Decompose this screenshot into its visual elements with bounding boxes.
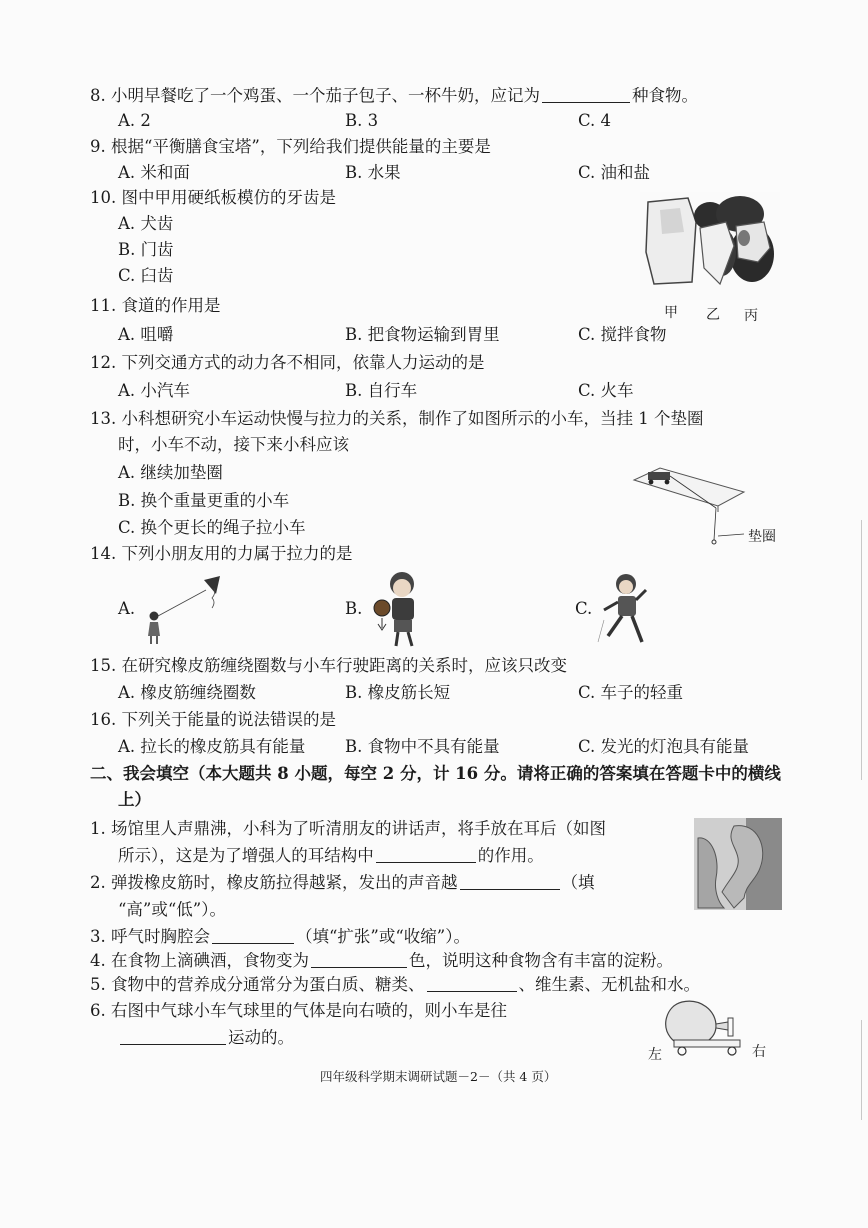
- q11-option-c[interactable]: C. 搅拌食物: [578, 325, 667, 344]
- q14-stem: 14. 下列小朋友用的力属于拉力的是: [90, 544, 353, 563]
- cart-icon: [648, 472, 670, 480]
- running-boy-figure: [596, 570, 660, 650]
- q10-option-b[interactable]: B. 门齿: [118, 240, 174, 259]
- washer-icon: [712, 540, 716, 544]
- q13-option-a[interactable]: A. 继续加垫圈: [118, 463, 223, 482]
- f6-right-label: 右: [752, 1044, 766, 1060]
- q15-option-a[interactable]: A. 橡皮筋缠绕圈数: [118, 683, 256, 702]
- section2-heading: 二、我会填空（本大题共 8 小题，每空 2 分，计 16 分。请将正确的答案填在答题卡中的横线: [90, 764, 781, 783]
- basketball-icon: [374, 600, 390, 616]
- kite-icon: [204, 576, 220, 594]
- f6-left-label: 左: [648, 1047, 662, 1063]
- f1-line1: 1. 场馆里人声鼎沸，小科为了听清朋友的讲话声，将手放在耳后（如图: [90, 819, 606, 838]
- teeth-label-yi: 乙: [706, 307, 720, 323]
- q15-option-c[interactable]: C. 车子的轻重: [578, 683, 684, 702]
- q14-option-b[interactable]: B.: [345, 599, 363, 618]
- q14-option-c[interactable]: C.: [575, 599, 593, 618]
- q10-stem: 10. 图中甲用硬纸板模仿的牙齿是: [90, 188, 336, 207]
- q10-option-c[interactable]: C. 臼齿: [118, 266, 174, 285]
- q13-option-c[interactable]: C. 换个更长的绳子拉小车: [118, 518, 306, 537]
- q16-option-b[interactable]: B. 食物中不具有能量: [345, 737, 500, 756]
- page-footer: 四年级科学期末调研试题－2－（共 4 页）: [320, 1069, 557, 1084]
- f2-blank[interactable]: [460, 873, 560, 890]
- q9-option-c[interactable]: C. 油和盐: [578, 163, 651, 182]
- q11-stem: 11. 食道的作用是: [90, 296, 221, 315]
- q8-option-a[interactable]: A. 2: [118, 111, 151, 130]
- teeth-figure: [640, 192, 780, 300]
- q15-stem: 15. 在研究橡皮筋缠绕圈数与小车行驶距离的关系时，应该只改变: [90, 656, 567, 675]
- f4-blank[interactable]: [311, 951, 407, 968]
- balloon-icon: [666, 1001, 716, 1046]
- q16-option-c[interactable]: C. 发光的灯泡具有能量: [578, 737, 750, 756]
- q10-option-a[interactable]: A. 犬齿: [118, 214, 174, 233]
- q16-option-a[interactable]: A. 拉长的橡皮筋具有能量: [118, 737, 306, 756]
- q13-stem-line1: 13. 小科想研究小车运动快慢与拉力的关系，制作了如图所示的小车，当挂 1 个垫圈: [90, 409, 704, 428]
- q13-stem-line2: 时，小车不动，接下来小科应该: [118, 435, 349, 454]
- f1-blank[interactable]: [376, 846, 476, 863]
- q12-option-c[interactable]: C. 火车: [578, 381, 634, 400]
- section2-heading-cont: 上）: [118, 790, 151, 809]
- f3-line: 3. 呼气时胸腔会 （填“扩张”或“收缩”）。: [90, 927, 470, 946]
- q15-option-b[interactable]: B. 橡皮筋长短: [345, 683, 451, 702]
- f6-line1: 6. 右图中气球小车气球里的气体是向右喷的，则小车是往: [90, 1001, 507, 1020]
- q13-option-b[interactable]: B. 换个重量更重的小车: [118, 491, 290, 510]
- f4-line: 4. 在食物上滴碘酒，食物变为 色，说明这种食物含有丰富的淀粉。: [90, 951, 673, 970]
- girl-icon: [150, 612, 159, 621]
- balloon-car-figure: [660, 996, 750, 1060]
- f5-blank[interactable]: [427, 975, 517, 992]
- q9-option-a[interactable]: A. 米和面: [118, 163, 190, 182]
- q12-stem: 12. 下列交通方式的动力各不相同，依靠人力运动的是: [90, 353, 485, 372]
- q8-option-c[interactable]: C. 4: [578, 111, 612, 130]
- teeth-label-bing: 丙: [744, 308, 758, 324]
- q12-option-a[interactable]: A. 小汽车: [118, 381, 190, 400]
- f1-line2: 所示），这是为了增强人的耳结构中 的作用。: [118, 846, 544, 865]
- f2-line1: 2. 弹拨橡皮筋时，橡皮筋拉得越紧，发出的声音越 （填: [90, 873, 595, 892]
- kite-girl-figure: [142, 574, 232, 646]
- q11-option-a[interactable]: A. 咀嚼: [118, 325, 174, 344]
- q8-option-b[interactable]: B. 3: [345, 111, 379, 130]
- q12-option-b[interactable]: B. 自行车: [345, 381, 418, 400]
- q8-blank[interactable]: [542, 86, 630, 103]
- basketball-boy-figure: [366, 568, 440, 650]
- hand-ear-figure: [694, 818, 782, 910]
- f2-line2: “高”或“低”）。: [118, 900, 226, 919]
- teeth-label-jia: 甲: [664, 305, 678, 321]
- q8-stem: 8. 小明早餐吃了一个鸡蛋、一个茄子包子、一杯牛奶，应记为 种食物。: [90, 86, 698, 105]
- cart-pulley-figure: [630, 462, 750, 552]
- q13-fig-label: 垫圈: [748, 529, 776, 545]
- scan-edge: [861, 520, 862, 780]
- car-body-icon: [674, 1040, 740, 1047]
- q9-stem: 9. 根据“平衡膳食宝塔”，下列给我们提供能量的主要是: [90, 137, 491, 156]
- q16-stem: 16. 下列关于能量的说法错误的是: [90, 710, 336, 729]
- f6-line2: 运动的。: [118, 1027, 294, 1049]
- f6-blank[interactable]: [120, 1028, 226, 1045]
- f3-blank[interactable]: [212, 927, 294, 944]
- q14-option-a[interactable]: A.: [118, 599, 136, 618]
- q9-option-b[interactable]: B. 水果: [345, 163, 401, 182]
- f5-line: 5. 食物中的营养成分通常分为蛋白质、糖类、 、维生素、无机盐和水。: [90, 975, 700, 994]
- scan-edge-lower: [861, 1020, 862, 1120]
- q11-option-b[interactable]: B. 把食物运输到胃里: [345, 325, 500, 344]
